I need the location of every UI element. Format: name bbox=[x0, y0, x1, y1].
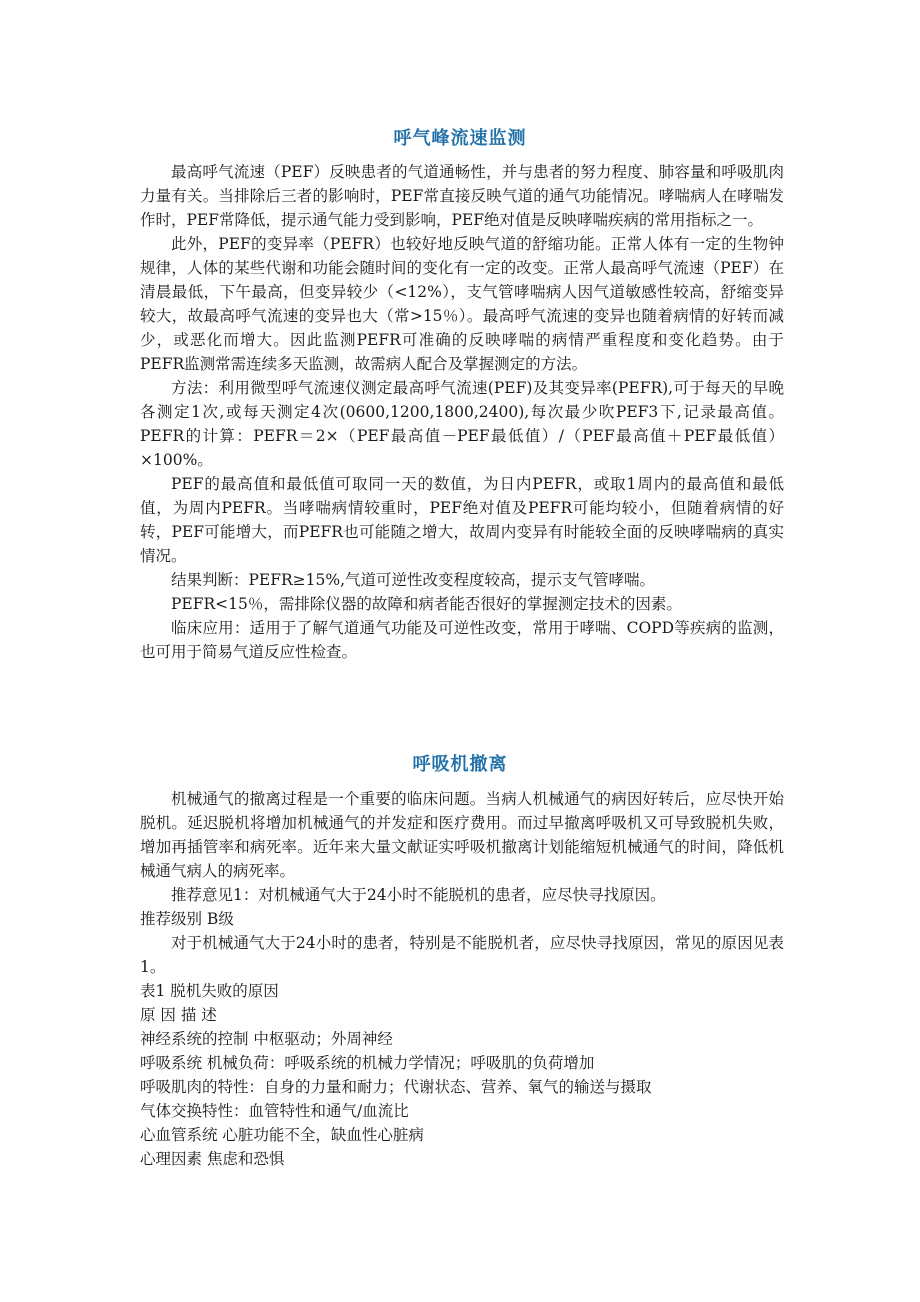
table-row: 神经系统的控制 中枢驱动；外周神经 bbox=[140, 1030, 393, 1048]
paragraph: 方法：利用微型呼气流速仪测定最高呼气流速(PEF)及其变异率(PEFR),可于每天的早晚各测定1次,或每天测定4次(0600,1200,1800,2400),每次最少吹PEF3下,记录最高值。PEFR的计算：PEFR＝2×（PEF最高值－PEF最低值）/（PEF最高值＋PEF最低值）×100%。 bbox=[140, 379, 784, 469]
paragraph: 此外，PEF的变异率（PEFR）也较好地反映气道的舒缩功能。正常人体有一定的生物钟规律，人体的某些代谢和功能会随时间的变化有一定的改变。正常人最高呼气流速（PEF）在清晨最低，下午最高，但变异较少（<12%），支气管哮喘病人因气道敏感性较高，舒缩变异较大，故最高呼气流速的变异也大（常>15％）。最高呼气流速的变异也随着病情的好转而减少，或恶化而增大。因此监测PEFR可准确的反映哮喘的病情严重程度和变化趋势。由于PEFR监测常需连续多天监测，故需病人配合及掌握测定的方法。 bbox=[140, 235, 784, 373]
table-header: 原 因 描 述 bbox=[140, 1006, 217, 1024]
table-row: 呼吸肌肉的特性：自身的力量和耐力；代谢状态、营养、氧气的输送与摄取 bbox=[140, 1078, 652, 1096]
table-row: 气体交换特性：血管特性和通气/血流比 bbox=[140, 1102, 409, 1120]
section-title-peak-flow: 呼气峰流速监测 bbox=[393, 128, 527, 149]
paragraph: 机械通气的撤离过程是一个重要的临床问题。当病人机械通气的病因好转后，应尽快开始脱机。延迟脱机将增加机械通气的并发症和医疗费用。而过早撤离呼吸机又可导致脱机失败，增加再插管率和病死率。近年来大量文献证实呼吸机撤离计划能缩短机械通气的时间，降低机械通气病人的病死率。 bbox=[140, 790, 784, 880]
section-body-peak-flow bbox=[140, 160, 784, 664]
table-caption: 表1 脱机失败的原因 bbox=[140, 982, 279, 1000]
section-body-ventilator-weaning bbox=[140, 787, 784, 1171]
table-row: 心理因素 焦虑和恐惧 bbox=[140, 1150, 285, 1168]
paragraph: 结果判断：PEFR≥15%,气道可逆性改变程度较高，提示支气管哮喘。 bbox=[171, 571, 656, 589]
paragraph: 推荐意见1：对机械通气大于24小时不能脱机的患者，应尽快寻找原因。 bbox=[171, 886, 666, 904]
recommendation-grade: 推荐级别 B级 bbox=[140, 910, 234, 928]
paragraph: 临床应用：适用于了解气道通气功能及可逆性改变，常用于哮喘、COPD等疾病的监测，也可用于简易气道反应性检查。 bbox=[140, 619, 784, 661]
table-row: 心血管系统 心脏功能不全，缺血性心脏病 bbox=[140, 1126, 424, 1144]
paragraph: 最高呼气流速（PEF）反映患者的气道通畅性，并与患者的努力程度、肺容量和呼吸肌肉力量有关。当排除后三者的影响时，PEF常直接反映气道的通气功能情况。哮喘病人在哮喘发作时，PEF常降低，提示通气能力受到影响，PEF绝对值是反映哮喘疾病的常用指标之一。 bbox=[140, 163, 784, 229]
paragraph: PEFR<15％，需排除仪器的故障和病者能否很好的掌握测定技术的因素。 bbox=[171, 595, 682, 613]
paragraph: 对于机械通气大于24小时的患者，特别是不能脱机者，应尽快寻找原因，常见的原因见表1。 bbox=[140, 934, 784, 976]
paragraph: PEF的最高值和最低值可取同一天的数值，为日内PEFR，或取1周内的最高值和最低值，为周内PEFR。当哮喘病情较重时，PEF绝对值及PEFR可能均较小，但随着病情的好转，PEF可能增大，而PEFR也可能随之增大，故周内变异有时能较全面的反映哮喘病的真实情况。 bbox=[140, 475, 784, 565]
table-row: 呼吸系统 机械负荷：呼吸系统的机械力学情况；呼吸肌的负荷增加 bbox=[140, 1054, 595, 1072]
section-title-ventilator-weaning: 呼吸机撤离 bbox=[412, 754, 508, 775]
